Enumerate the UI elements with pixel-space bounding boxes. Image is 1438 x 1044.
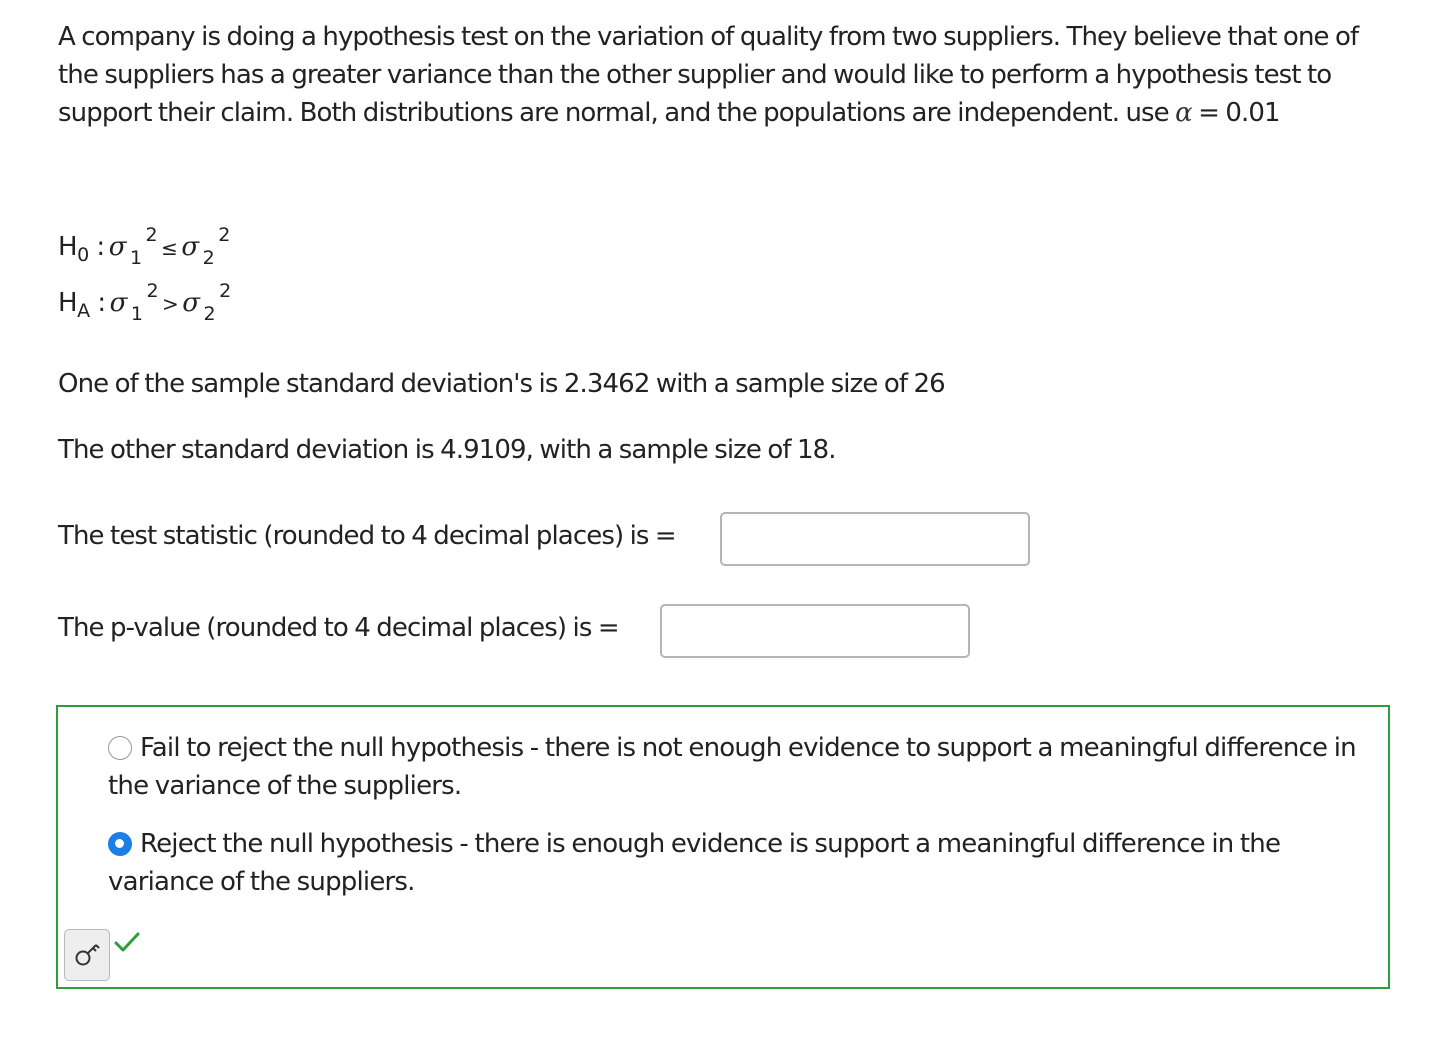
checkmark-icon — [114, 931, 140, 953]
h0-sigma-1-exponent: 2 — [145, 224, 158, 246]
ha-letter: H — [58, 288, 78, 318]
p-value-input[interactable] — [660, 604, 970, 658]
h0-sigma-1: σ — [108, 232, 126, 262]
key-icon — [72, 940, 102, 970]
h0-letter: H — [58, 232, 78, 262]
p-value-label: The p-value (rounded to 4 decimal places) is = — [58, 613, 619, 643]
ha-subscript: A — [77, 300, 90, 322]
ha-sigma-1-index: 1 — [130, 303, 143, 325]
option-reject-label: Reject the null hypothesis - there is enough evidence is support a meaningful difference in the variance of the suppliers. — [108, 829, 1281, 897]
sample-info-1: One of the sample standard deviation's is 2.3462 with a sample size of 26 — [58, 369, 945, 399]
h0-sigma-2: σ — [181, 232, 199, 262]
radio-reject[interactable] — [108, 832, 132, 856]
ha-colon: : — [97, 288, 106, 318]
option-fail-to-reject-label: Fail to reject the null hypothesis - there is not enough evidence to support a meaningful difference in the variance of the suppliers. — [108, 733, 1356, 801]
radio-fail-to-reject[interactable] — [108, 736, 132, 760]
h0-sigma-2-exponent: 2 — [218, 224, 230, 246]
ha-sigma-1-exponent: 2 — [146, 280, 159, 302]
ha-sigma-2-index: 2 — [203, 303, 216, 325]
question-intro: A company is doing a hypothesis test on the variation of quality from two suppliers. They believe that one of the suppliers has a greater variance than the other supplier and would like to perform a hypothesis test to support their claim. Both distributions are normal, and the populations are independent. use — [58, 22, 1359, 128]
h0-sigma-1-index: 1 — [129, 247, 142, 269]
question-text — [58, 18, 1398, 132]
sample-info-2: The other standard deviation is 4.9109, with a sample size of 18. — [58, 435, 836, 465]
alternative-hypothesis — [58, 276, 231, 329]
ha-operator: > — [162, 292, 179, 316]
option-reject[interactable] — [108, 825, 1358, 901]
decision-answer-box — [56, 705, 1390, 989]
alpha-symbol: α — [1175, 98, 1192, 128]
ha-sigma-1: σ — [109, 288, 127, 318]
test-statistic-input[interactable] — [720, 512, 1030, 566]
option-fail-to-reject[interactable] — [108, 729, 1358, 805]
ha-sigma-2: σ — [182, 288, 200, 318]
h0-subscript: 0 — [77, 244, 89, 266]
h0-colon: : — [96, 232, 105, 262]
h0-sigma-2-index: 2 — [202, 247, 215, 269]
key-button[interactable] — [64, 929, 110, 981]
null-hypothesis — [58, 220, 230, 273]
h0-operator: ≤ — [161, 236, 178, 260]
ha-sigma-2-exponent: 2 — [219, 280, 231, 302]
alpha-value: = 0.01 — [1191, 98, 1280, 128]
test-statistic-label: The test statistic (rounded to 4 decimal places) is = — [58, 521, 676, 551]
